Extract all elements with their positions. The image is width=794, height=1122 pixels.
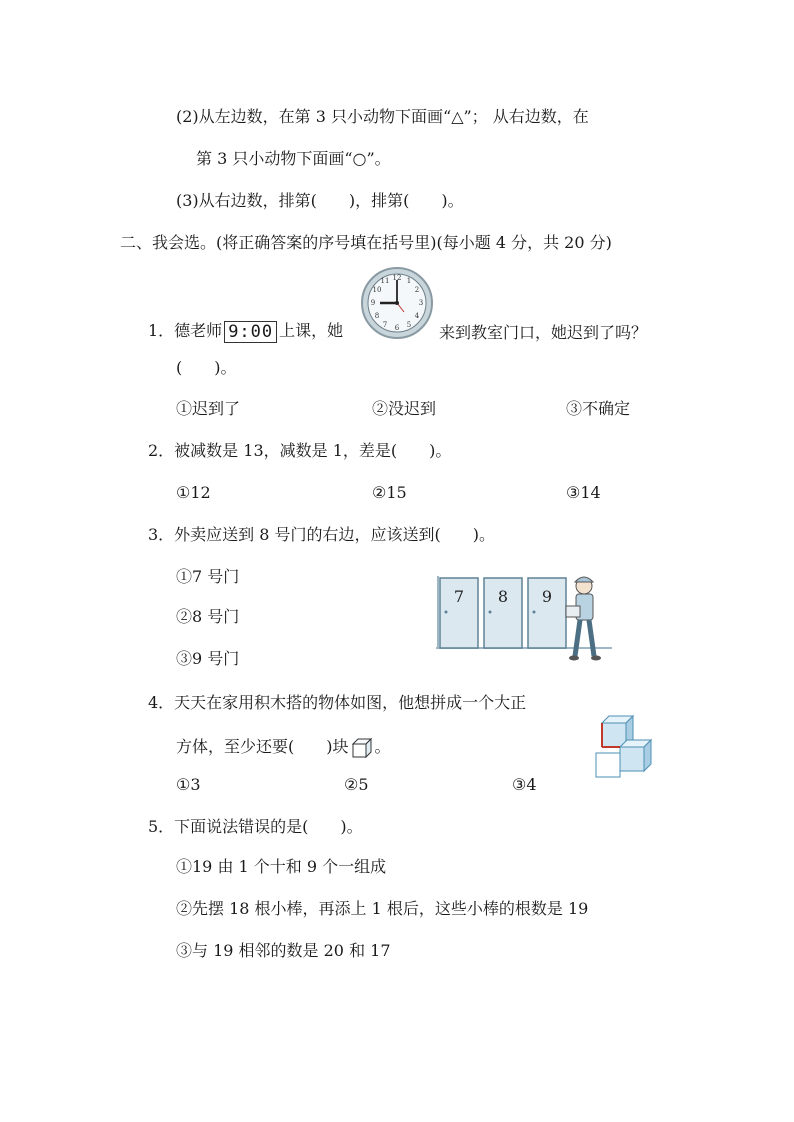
door-9 — [528, 578, 566, 648]
svg-text:11: 11 — [380, 277, 390, 285]
q5-option-b: ②先摆 18 根小棒，再添上 1 根后，这些小棒的根数是 19 — [176, 899, 589, 918]
q5-option-a: ①19 由 1 个十和 9 个一组成 — [176, 857, 387, 876]
q1-suffix: 来到教室门口，她迟到了吗？ — [439, 323, 648, 342]
q4-stem-line1: 4．天天在家用积木搭的物体如图，他想拼成一个大正 — [148, 693, 527, 712]
svg-text:6: 6 — [394, 324, 400, 332]
svg-text:5: 5 — [406, 321, 412, 329]
q2-option-a: ①12 — [176, 483, 211, 502]
svg-text:1: 1 — [406, 277, 412, 285]
q5-stem: 5．下面说法错误的是( )。 — [148, 817, 363, 836]
q3-option-a: ①7 号门 — [176, 567, 240, 586]
part1-q2-line2: 第 3 只小动物下面画“○”。 — [196, 149, 391, 168]
q1-prefix: 1．德老师 — [148, 321, 223, 340]
q4-line2-suffix: 。 — [374, 737, 391, 756]
q2-option-b: ②15 — [372, 483, 407, 502]
q3-option-b: ②8 号门 — [176, 607, 240, 626]
q1-option-a: ①迟到了 — [176, 399, 241, 418]
q4-option-a: ①3 — [176, 775, 201, 794]
part1-q2-line1: (2)从左边数，在第 3 只小动物下面画“△”； 从右边数，在 — [176, 107, 589, 126]
q3-stem: 3．外卖应送到 8 号门的右边，应该送到( )。 — [148, 525, 496, 544]
stacked-cubes-figure — [594, 714, 664, 780]
svg-text:10: 10 — [372, 286, 382, 294]
q4-option-b: ②5 — [344, 775, 369, 794]
q4-line2-prefix: 方体，至少还要( )块 — [176, 737, 349, 756]
q3-option-c: ③9 号门 — [176, 649, 240, 668]
q2-stem: 2．被减数是 13，减数是 1，差是( )。 — [148, 441, 452, 460]
q1-option-b: ②没迟到 — [372, 399, 437, 418]
q1-option-c: ③不确定 — [566, 399, 631, 418]
door-number-9: 9 — [541, 587, 553, 606]
door-7 — [440, 578, 478, 648]
svg-text:9: 9 — [370, 299, 376, 307]
section2-heading: 二、我会选。(将正确答案的序号填在括号里)(每小题 4 分，共 20 分) — [120, 233, 612, 252]
q1-stem — [148, 320, 343, 343]
svg-text:4: 4 — [414, 312, 420, 320]
svg-text:3: 3 — [418, 299, 424, 307]
door-number-8: 8 — [497, 587, 509, 606]
q5-option-c: ③与 19 相邻的数是 20 和 17 — [176, 941, 391, 960]
q4-option-c: ③4 — [512, 775, 537, 794]
svg-text:7: 7 — [382, 321, 388, 329]
svg-text:2: 2 — [414, 286, 420, 294]
door-8 — [484, 578, 522, 648]
delivery-doors-illustration — [434, 572, 614, 664]
q1-blank: ( )。 — [176, 358, 237, 377]
svg-text:8: 8 — [374, 312, 380, 320]
svg-text:12: 12 — [392, 274, 402, 282]
door-number-7: 7 — [453, 587, 465, 606]
digital-clock-display: 9:00 — [224, 321, 277, 343]
small-cube-icon — [351, 737, 373, 759]
q2-option-c: ③14 — [566, 483, 601, 502]
analog-clock-icon — [360, 266, 434, 340]
q4-stem-line2 — [176, 736, 391, 759]
q1-middle: 上课，她 — [279, 321, 344, 340]
part1-q3-line: (3)从右边数，排第( )，排第( )。 — [176, 191, 464, 210]
